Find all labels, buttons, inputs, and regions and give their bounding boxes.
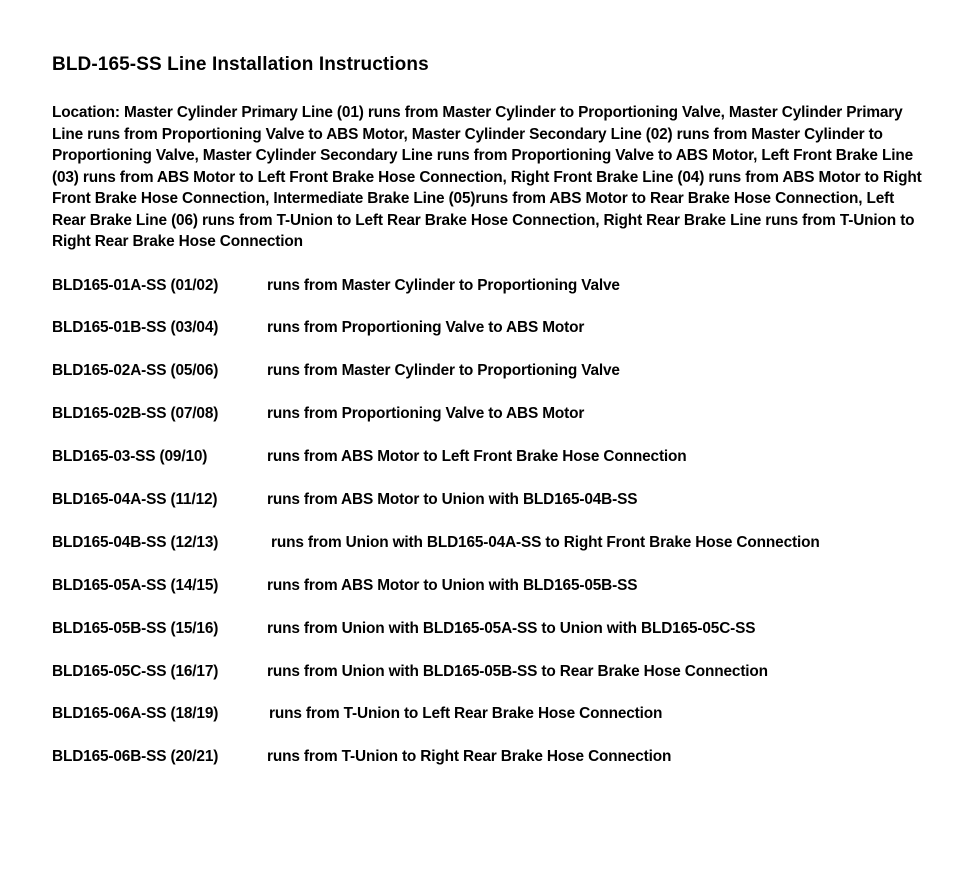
brake-line-list [52,275,924,790]
line-description: runs from T-Union to Right Rear Brake Hose Connection [267,748,672,766]
line-row [52,489,924,532]
line-description: runs from Union with BLD165-05B-SS to Rear Brake Hose Connection [267,662,768,680]
line-description: runs from ABS Motor to Union with BLD165-05B-SS [267,576,638,594]
line-row [52,661,924,704]
line-row [52,703,924,746]
line-part-number: BLD165-05B-SS (15/16) [52,619,219,637]
line-part-number: BLD165-06A-SS (18/19) [52,705,219,723]
line-description: runs from Proportioning Valve to ABS Motor [267,405,585,423]
line-description: runs from T-Union to Left Rear Brake Hose Connection [269,705,663,723]
line-part-number: BLD165-06B-SS (20/21) [52,748,219,766]
line-description: runs from Union with BLD165-05A-SS to Union with BLD165-05C-SS [267,619,756,637]
line-description: runs from Union with BLD165-04A-SS to Right Front Brake Hose Connection [271,533,820,551]
line-part-number: BLD165-03-SS (09/10) [52,448,208,466]
line-row [52,403,924,446]
line-part-number: BLD165-05C-SS (16/17) [52,662,219,680]
line-row [52,275,924,318]
line-part-number: BLD165-01A-SS (01/02) [52,276,219,294]
line-row [52,317,924,360]
line-row [52,532,924,575]
line-part-number: BLD165-04A-SS (11/12) [52,490,218,508]
line-row [52,618,924,661]
line-part-number: BLD165-02A-SS (05/06) [52,362,219,380]
location-paragraph: Location: Master Cylinder Primary Line (01) runs from Master Cylinder to Proportioning Valve, Master Cylinder Primary Line runs from Proportioning Valve to ABS Motor, Master Cylinder Secondary Line (02) runs from Master Cylinder to Proportioning Valve, Master Cylinder Secondary Line runs from Proportioning Valve to ABS Motor, Left Front Brake Line (03) runs from ABS Motor to Left Front Brake Hose Connection, Right Front Brake Line (04) runs from ABS Motor to Right Front Brake Hose Connection, Intermediate Brake Line (05)runs from ABS Motor to Rear Brake Hose Connection, Left Rear Brake Line (06) runs from T-Union to Left Rear Brake Hose Connection, Right Rear Brake Line runs from T-Union to Right Rear Brake Hose Connection [52,104,922,250]
document-title: BLD-165-SS Line Installation Instructions [52,54,429,75]
line-row [52,575,924,618]
line-description: runs from ABS Motor to Left Front Brake Hose Connection [267,448,687,466]
line-part-number: BLD165-04B-SS (12/13) [52,533,219,551]
line-row [52,360,924,403]
line-part-number: BLD165-01B-SS (03/04) [52,319,219,337]
line-description: runs from Master Cylinder to Proportioning Valve [267,362,620,380]
document-page [52,52,924,789]
line-part-number: BLD165-02B-SS (07/08) [52,405,219,423]
line-row [52,746,924,789]
line-description: runs from Proportioning Valve to ABS Motor [267,319,585,337]
line-part-number: BLD165-05A-SS (14/15) [52,576,219,594]
line-row [52,446,924,489]
line-description: runs from Master Cylinder to Proportioning Valve [267,276,620,294]
line-description: runs from ABS Motor to Union with BLD165-04B-SS [267,490,638,508]
